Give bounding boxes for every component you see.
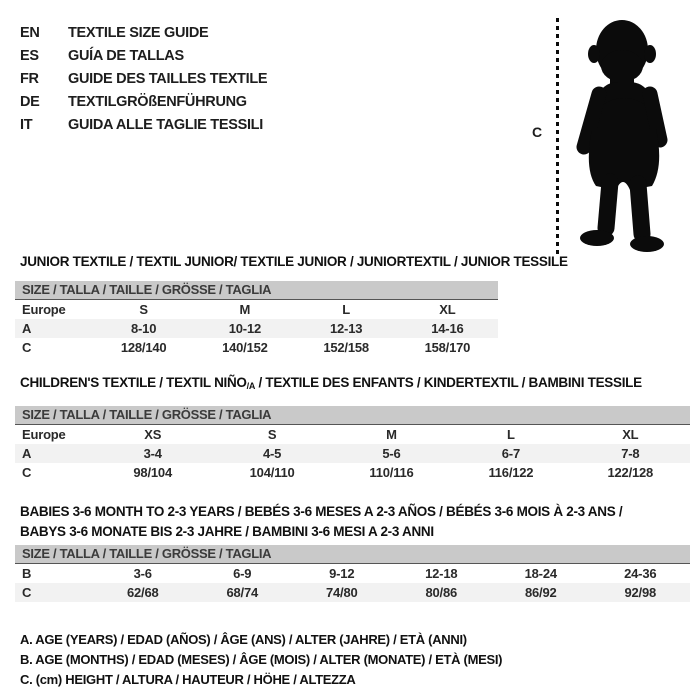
age-cell: 5-6	[382, 446, 401, 461]
row-label: A	[22, 446, 32, 461]
row-label: A	[22, 321, 32, 336]
babies-section	[15, 502, 685, 602]
language-label: GUIDE DES TAILLES TEXTILE	[68, 71, 268, 87]
age-cell: 6-7	[501, 446, 520, 461]
junior-section	[15, 254, 685, 357]
table-row-europe	[15, 425, 690, 444]
babies-table-title	[20, 502, 685, 542]
size-cell: L	[507, 427, 515, 442]
children-size-table	[15, 406, 690, 482]
row-label: C	[22, 340, 32, 355]
age-cell: 10-12	[228, 321, 261, 336]
table-row-height	[15, 583, 690, 602]
language-label: TEXTILGRÖßENFÜHRUNG	[68, 94, 247, 110]
table-row-height	[15, 463, 690, 482]
row-label: C	[22, 465, 32, 480]
language-code: IT	[20, 117, 33, 133]
height-cell: 98/104	[133, 465, 172, 480]
height-cell: 152/158	[323, 340, 369, 355]
height-cell: 104/110	[249, 465, 295, 480]
children-section	[15, 375, 685, 482]
language-label: GUÍA DE TALLAS	[68, 48, 184, 64]
language-row-de	[20, 91, 267, 114]
row-label: B	[22, 566, 32, 581]
language-code: EN	[20, 25, 40, 41]
language-list	[15, 14, 267, 254]
height-cell: 158/170	[424, 340, 471, 355]
age-cell: 4-5	[262, 446, 282, 461]
size-cell: S	[267, 427, 277, 442]
height-measure-figure	[532, 14, 685, 256]
table-row-height	[15, 338, 498, 357]
title-line-2: BABYS 3-6 MONATE BIS 2-3 JAHRE / BAMBINI 3-6 MESI A 2-3 ANNI	[20, 524, 434, 539]
months-cell: 12-18	[425, 566, 458, 581]
language-row-fr	[20, 68, 267, 91]
table-row-europe	[15, 300, 498, 319]
size-cell: L	[342, 302, 350, 317]
junior-size-table	[15, 281, 498, 357]
months-cell: 9-12	[329, 566, 355, 581]
size-cell: XL	[439, 302, 456, 317]
months-cell: 3-6	[133, 566, 152, 581]
size-header-row: SIZE / TALLA / TAILLE / GRÖSSE / TAGLIA	[15, 406, 690, 425]
size-cell: M	[386, 427, 397, 442]
age-cell: 7-8	[621, 446, 640, 461]
height-cell: 140/152	[222, 340, 268, 355]
title-subscript: /A	[246, 381, 256, 391]
height-cell: 86/92	[524, 585, 557, 600]
size-header-row: SIZE / TALLA / TAILLE / GRÖSSE / TAGLIA	[15, 281, 498, 300]
height-measure-label: C	[532, 124, 543, 140]
size-header-row: SIZE / TALLA / TAILLE / GRÖSSE / TAGLIA	[15, 545, 690, 564]
language-code: DE	[20, 94, 40, 110]
junior-table-title: JUNIOR TEXTILE / TEXTIL JUNIOR/ TEXTILE JUNIOR / JUNIORTEXTIL / JUNIOR TESSILE	[20, 254, 568, 269]
table-row-age	[15, 444, 690, 463]
table-row-age	[15, 319, 498, 338]
height-cell: 74/80	[325, 585, 358, 600]
babies-size-table	[15, 545, 690, 602]
title-text: CHILDREN'S TEXTILE / TEXTIL NIÑO	[20, 375, 247, 390]
title-text: / TEXTILE DES ENFANTS / KINDERTEXTIL / BAMBINI TESSILE	[255, 375, 642, 390]
language-code: ES	[20, 48, 39, 64]
height-cell: 80/86	[425, 585, 458, 600]
language-code: FR	[20, 71, 39, 87]
children-table-title	[20, 375, 685, 394]
height-cell: 92/98	[624, 585, 657, 600]
months-cell: 24-36	[624, 566, 657, 581]
height-dashed-line	[556, 18, 559, 254]
row-label: Europe	[22, 427, 66, 442]
legend-line-b: B. AGE (MONTHS) / EDAD (MESES) / ÂGE (MOIS) / ALTER (MONATE) / ETÀ (MESI)	[20, 652, 503, 667]
language-row-en	[20, 22, 267, 45]
title-line-1: BABIES 3-6 MONTH TO 2-3 YEARS / BEBÉS 3-6 MESES A 2-3 AÑOS / BÉBÉS 3-6 MOIS À 2-3 ANS /	[20, 504, 623, 519]
legend-line-a: A. AGE (YEARS) / EDAD (AÑOS) / ÂGE (ANS) / ALTER (JAHRE) / ETÀ (ANNI)	[20, 632, 467, 647]
height-cell: 110/116	[369, 465, 414, 480]
size-cell: XS	[144, 427, 162, 442]
height-cell: 116/122	[488, 465, 534, 480]
height-cell: 122/128	[607, 465, 654, 480]
size-cell: M	[239, 302, 251, 317]
age-cell: 3-4	[143, 446, 162, 461]
months-cell: 6-9	[233, 566, 252, 581]
row-label: C	[22, 585, 32, 600]
language-row-es	[20, 45, 267, 68]
legend	[15, 630, 685, 690]
height-cell: 62/68	[126, 585, 159, 600]
age-cell: 8-10	[131, 321, 157, 336]
language-label: GUIDA ALLE TAGLIE TESSILI	[68, 117, 263, 133]
height-cell: 68/74	[226, 585, 259, 600]
table-row-months	[15, 564, 690, 583]
legend-line-c: C. (cm) HEIGHT / ALTURA / HAUTEUR / HÖHE / ALTEZZA	[20, 672, 356, 687]
size-cell: S	[139, 302, 148, 317]
language-row-it	[20, 114, 267, 137]
age-cell: 14-16	[431, 321, 464, 336]
toddler-silhouette-icon	[566, 14, 684, 259]
row-label: Europe	[22, 302, 66, 317]
size-cell: XL	[622, 427, 639, 442]
header-area	[15, 14, 685, 254]
months-cell: 18-24	[524, 566, 557, 581]
language-label: TEXTILE SIZE GUIDE	[68, 25, 209, 41]
age-cell: 12-13	[330, 321, 363, 336]
height-cell: 128/140	[120, 340, 167, 355]
